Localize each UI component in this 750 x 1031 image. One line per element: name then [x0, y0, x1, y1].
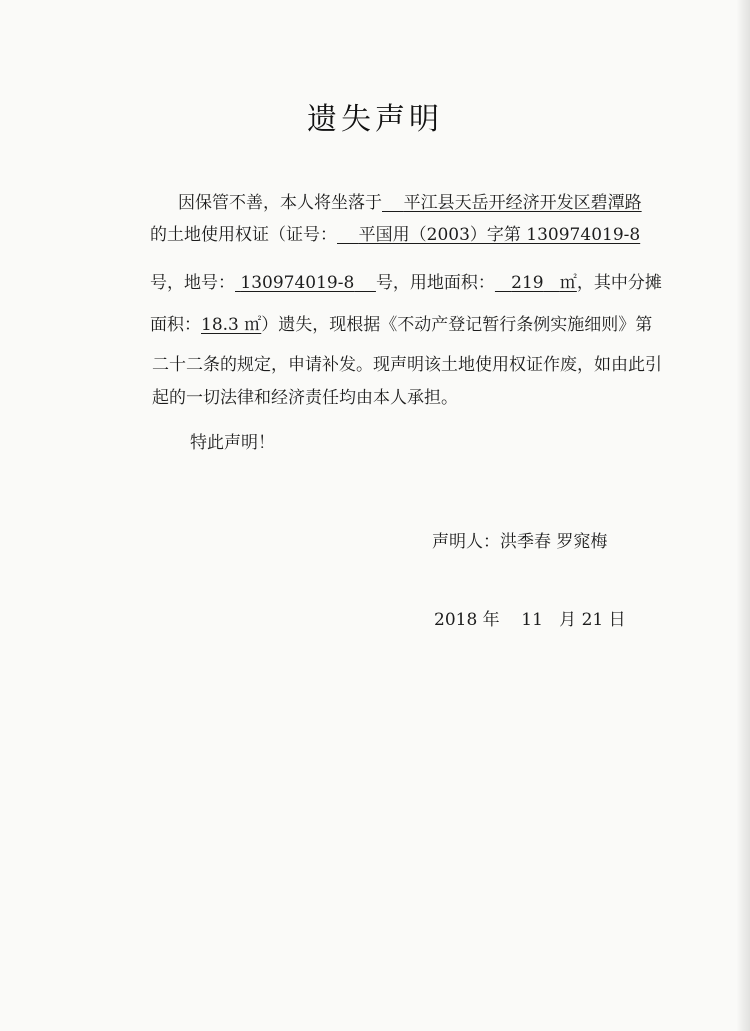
signature-label: 声明人： — [432, 532, 500, 552]
signature-names: 洪季春 罗窕梅 — [500, 532, 608, 552]
area-value: 219 — [511, 273, 544, 293]
certificate-value: 平国用（2003）字第 130974019-8 — [358, 225, 641, 245]
line2-text: 的土地使用权证（证号： — [150, 225, 337, 245]
location-value: 平江县天岳开经济开发区碧潭路 — [403, 193, 642, 213]
body-line-6: 起的一切法律和经济责任均由本人承担。 — [152, 388, 458, 408]
date-year: 2018 — [434, 610, 478, 630]
closing-statement: 特此声明！ — [190, 433, 275, 453]
date-month-label: 月 — [559, 610, 577, 630]
date-month: 11 — [521, 610, 543, 630]
line4-suffix: ）遗失，现根据《不动产登记暂行条例实施细则》第 — [261, 315, 653, 335]
page-title: 遗失声明 — [307, 102, 443, 137]
shared-area-value: 18.3 ㎡ — [201, 315, 262, 335]
line3-mid: 号，用地面积： — [375, 273, 495, 293]
body-line-5: 二十二条的规定，申请补发。现声明该土地使用权证作废，如由此引 — [152, 355, 662, 375]
line4-prefix: 面积： — [150, 315, 201, 335]
parcel-field — [235, 273, 376, 293]
line3-suffix: ，其中分摊 — [576, 273, 662, 293]
area-field — [495, 273, 577, 293]
parcel-value: 130974019-8 — [240, 273, 355, 293]
body-line-2 — [150, 220, 640, 245]
line3-prefix: 号，地号： — [150, 273, 235, 293]
date-line — [434, 605, 626, 630]
date-day-label: 日 — [608, 610, 626, 630]
body-line-1 — [178, 188, 642, 213]
body-line-3 — [150, 268, 662, 293]
signature-block — [432, 527, 607, 552]
date-year-label: 年 — [482, 610, 500, 630]
line1-text: 因保管不善，本人将坐落于 — [178, 193, 382, 213]
page-edge-shadow — [736, 0, 750, 1031]
area-unit: ㎡ — [559, 273, 577, 293]
body-line-4 — [150, 310, 652, 335]
location-field — [382, 193, 642, 213]
certificate-field — [337, 225, 640, 245]
date-day: 21 — [581, 610, 604, 630]
